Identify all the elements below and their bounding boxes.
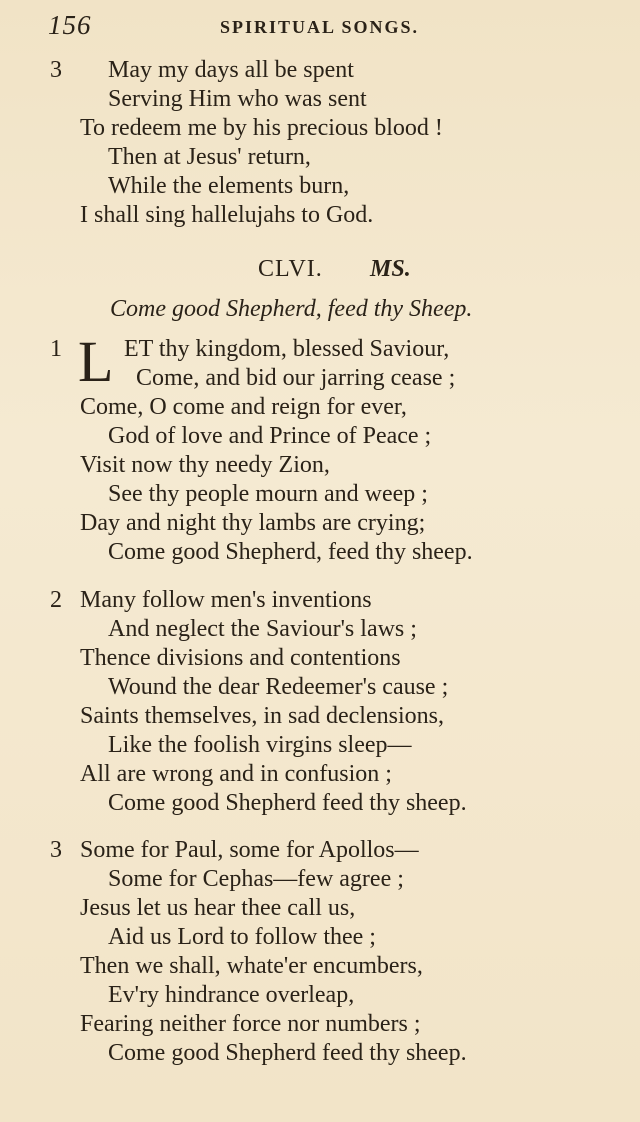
verse-line: Many follow men's inventions bbox=[80, 587, 372, 613]
page-header bbox=[48, 10, 468, 44]
verse-line: Day and night thy lambs are crying; bbox=[80, 510, 426, 536]
stanza-number: 3 bbox=[50, 57, 62, 83]
verse-line: Wound the dear Redeemer's cause ; bbox=[108, 674, 449, 700]
page-number: 156 bbox=[48, 10, 92, 40]
verse-line: Some for Cephas—few agree ; bbox=[108, 866, 404, 892]
verse-line: I shall sing hallelujahs to God. bbox=[80, 202, 374, 228]
verse-line: Fearing neither force nor numbers ; bbox=[80, 1011, 421, 1037]
verse-line: Serving Him who was sent bbox=[108, 86, 367, 112]
verse-line: Thence divisions and contentions bbox=[80, 645, 401, 671]
hymn-number: CLVI. bbox=[258, 256, 323, 282]
verse-line: Then at Jesus' return, bbox=[108, 144, 311, 170]
verse-line: Then we shall, whate'er encumbers, bbox=[80, 953, 423, 979]
verse-line: All are wrong and in confusion ; bbox=[80, 761, 392, 787]
verse-line: And neglect the Saviour's laws ; bbox=[108, 616, 417, 642]
verse-line: See thy people mourn and weep ; bbox=[108, 481, 428, 507]
verse-line: While the elements burn, bbox=[108, 173, 350, 199]
verse-line: Some for Paul, some for Apollos— bbox=[80, 837, 419, 863]
verse-line: Come good Shepherd, feed thy sheep. bbox=[108, 539, 473, 565]
verse-line: Ev'ry hindrance overleap, bbox=[108, 982, 355, 1008]
verse-line: Come, O come and reign for ever, bbox=[80, 394, 407, 420]
verse-line: Like the foolish virgins sleep— bbox=[108, 732, 412, 758]
verse-line: Jesus let us hear thee call us, bbox=[80, 895, 356, 921]
verse-line: ET thy kingdom, blessed Saviour, bbox=[124, 336, 450, 362]
drop-capital: L bbox=[78, 329, 114, 394]
running-head: SPIRITUAL SONGS. bbox=[220, 17, 420, 37]
hymn-subtitle: Come good Shepherd, feed thy Sheep. bbox=[110, 296, 473, 322]
stanza-number: 2 bbox=[50, 587, 62, 613]
verse-line: Saints themselves, in sad declensions, bbox=[80, 703, 444, 729]
verse-line: Visit now thy needy Zion, bbox=[80, 452, 330, 478]
verse-line: May my days all be spent bbox=[108, 57, 354, 83]
verse-line: God of love and Prince of Peace ; bbox=[108, 423, 432, 449]
stanza-number: 3 bbox=[50, 837, 62, 863]
verse-line: To redeem me by his precious blood ! bbox=[80, 115, 443, 141]
stanza-number: 1 bbox=[50, 336, 62, 362]
verse-line: Come good Shepherd feed thy sheep. bbox=[108, 790, 467, 816]
verse-line: Aid us Lord to follow thee ; bbox=[108, 924, 376, 950]
verse-line: Come good Shepherd feed thy sheep. bbox=[108, 1040, 467, 1066]
tune-name: MS. bbox=[370, 256, 411, 282]
verse-line: Come, and bid our jarring cease ; bbox=[136, 365, 456, 391]
